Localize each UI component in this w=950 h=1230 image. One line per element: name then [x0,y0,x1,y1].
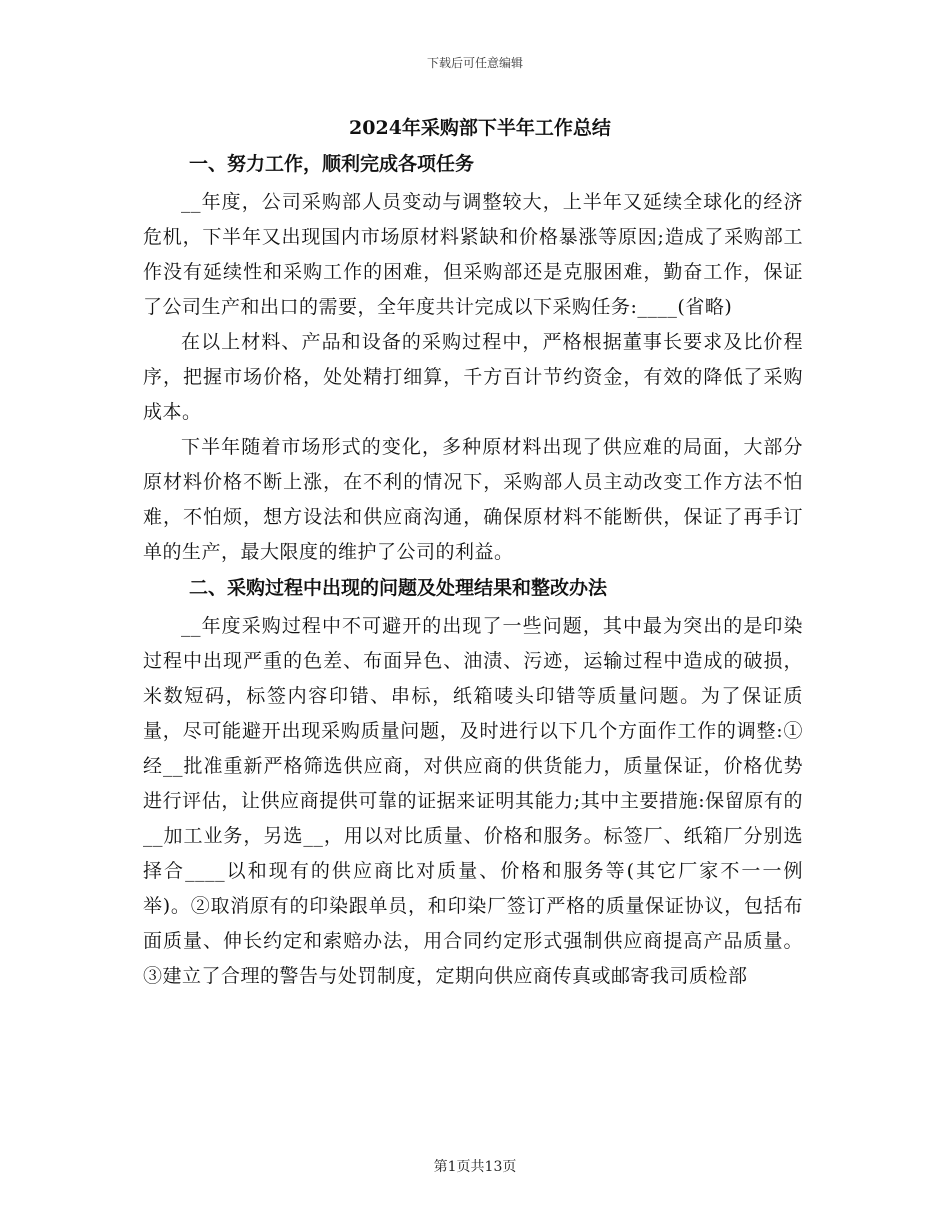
paragraph: __年度，公司采购部人员变动与调整较大，上半年又延续全球化的经济危机，下半年又出现国内市场原材料紧缺和价格暴涨等原因;造成了采购部工作没有延续性和采购工作的困难，但采购部还是克服困难，勤奋工作，保证了公司生产和出口的需要，全年度共计完成以下采购任务:____(省略) [143,191,803,318]
page-footer: 第1页共13页 [433,1159,517,1175]
page-header: 下载后可任意编辑 [426,56,523,70]
document-body [143,112,803,994]
paragraph: 在以上材料、产品和设备的采购过程中，严格根据董事长要求及比价程序，把握市场价格，处处精打细算，千方百计节约资金，有效的降低了采购成本。 [143,331,803,423]
section-heading-1: 一、努力工作，顺利完成各项任务 [189,153,475,175]
document-title: 2024年采购部下半年工作总结 [349,117,611,139]
paragraph: __年度采购过程中不可避开的出现了一些问题，其中最为突出的是印染过程中出现严重的色差、布面异色、油渍、污迹，运输过程中造成的破损，米数短码，标签内容印错、串标，纸箱唛头印错等质量问题。为了保证质量，尽可能避开出现采购质量问题，及时进行以下几个方面作工作的调整:①经__批准重新严格筛选供应商，对供应商的供货能力，质量保证，价格优势进行评估，让供应商提供可靠的证据来证明其能力;其中主要措施:保留原有的__加工业务，另选__，用以对比质量、价格和服务。标签厂、纸箱厂分别选择合____以和现有的供应商比对质量、价格和服务等(其它厂家不一一例举)。②取消原有的印染跟单员，和印染厂签订严格的质量保证协议，包括布面质量、伸长约定和索赔办法，用合同约定形式强制供应商提高产品质量。③建立了合理的警告与处罚制度，定期向供应商传真或邮寄我司质检部 [143,615,803,987]
paragraph: 下半年随着市场形式的变化，多种原材料出现了供应难的局面，大部分原材料价格不断上涨，在不利的情况下，采购部人员主动改变工作方法不怕难，不怕烦，想方设法和供应商沟通，确保原材料不能断供，保证了再手订单的生产，最大限度的维护了公司的利益。 [143,436,803,563]
section-heading-2: 二、采购过程中出现的问题及处理结果和整改办法 [189,577,608,599]
